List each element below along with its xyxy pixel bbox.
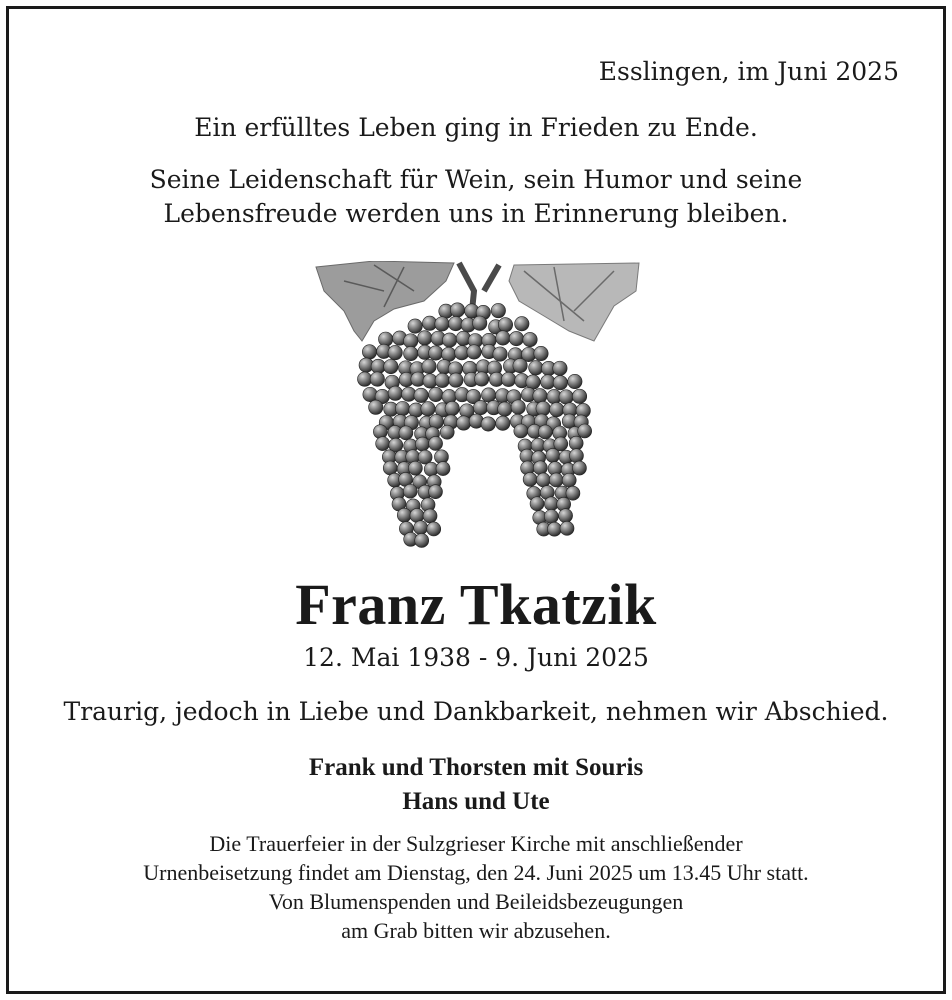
service-line-2: Urnenbeisetzung findet am Dienstag, den 24. Juni 2025 um 13.45 Uhr statt. <box>143 860 809 885</box>
deceased-name: Franz Tkatzik <box>295 572 657 637</box>
family-line-1: Frank und Thorsten mit Souris <box>308 754 644 781</box>
intro-quote-line-1: Seine Leidenschaft für Wein, sein Humor und seine <box>149 165 803 194</box>
farewell-text: Traurig, jedoch in Liebe und Dankbarkeit, nehmen wir Abschied. <box>63 697 889 726</box>
intro-quote-line-2: Lebensfreude werden uns in Erinnerung bleiben. <box>163 199 789 228</box>
place-date: Esslingen, im Juni 2025 <box>598 57 899 86</box>
grapes-icon <box>314 261 644 551</box>
obituary-frame <box>6 6 946 994</box>
service-line-3: Von Blumenspenden und Beileidsbezeugungen <box>268 889 684 914</box>
service-line-4: am Grab bitten wir abzusehen. <box>341 918 611 943</box>
service-info <box>9 829 943 945</box>
intro-line: Ein erfülltes Leben ging in Frieden zu Ende. <box>194 113 758 142</box>
family-line-2: Hans und Ute <box>402 788 550 815</box>
life-dates: 12. Mai 1938 - 9. Juni 2025 <box>303 643 649 672</box>
family-names <box>9 751 943 819</box>
intro-quote <box>9 163 943 231</box>
service-line-1: Die Trauerfeier in der Sulzgrieser Kirche mit anschließender <box>209 831 743 856</box>
